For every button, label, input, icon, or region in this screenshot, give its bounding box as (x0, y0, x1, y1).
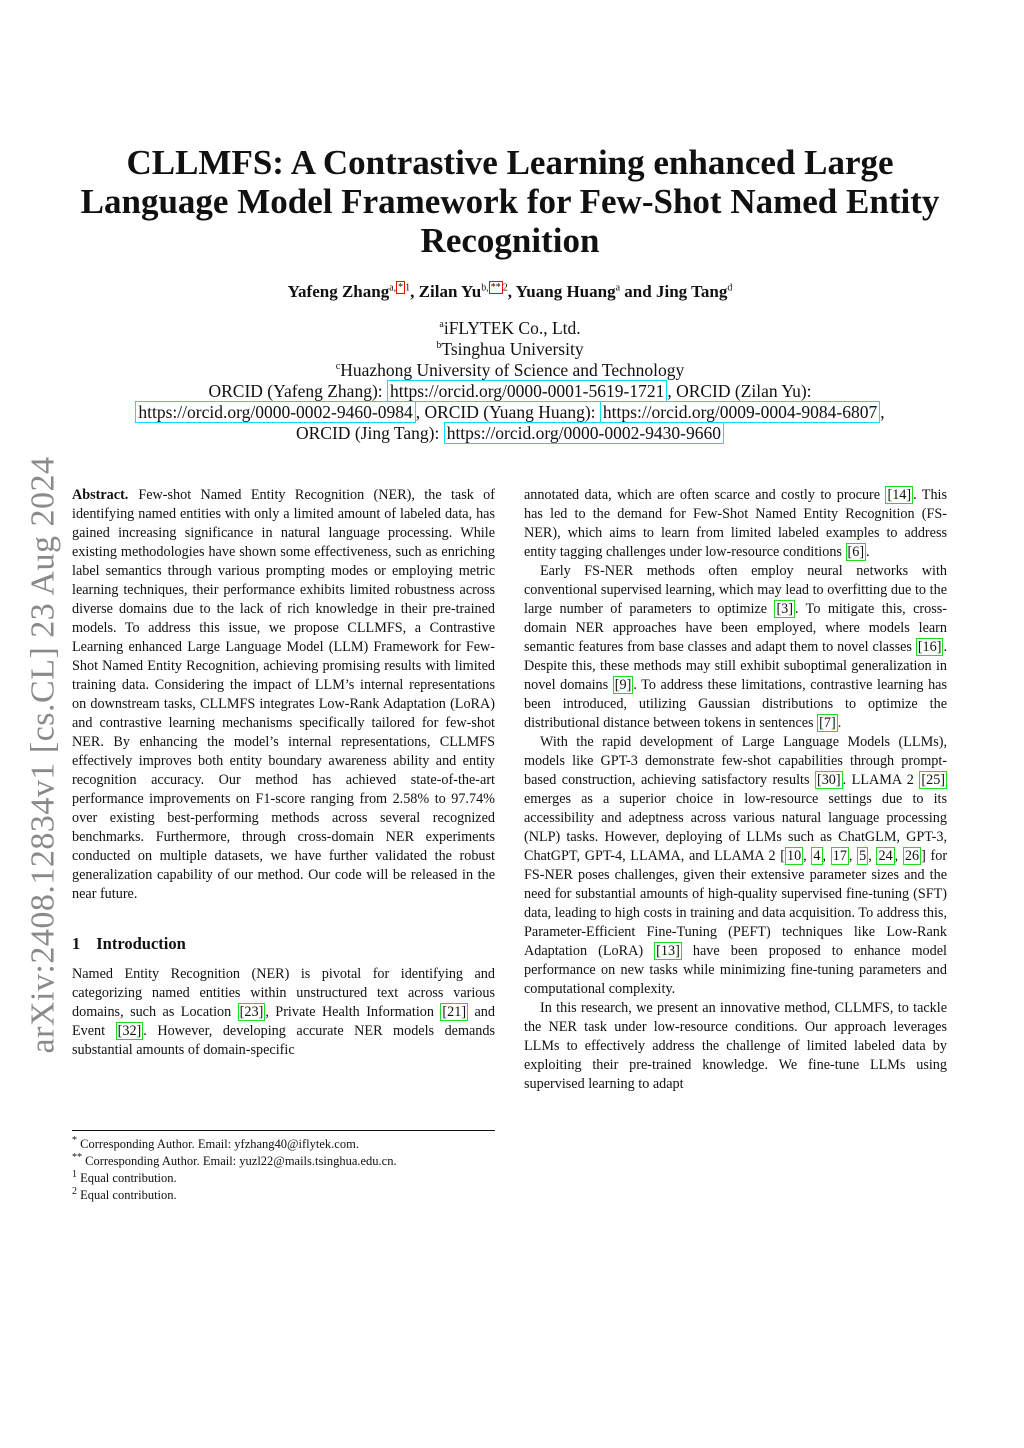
paragraph-text: . (866, 544, 870, 560)
citation-link[interactable]: 17 (832, 848, 847, 864)
affiliation-line (80, 318, 940, 339)
abstract-text: Few-shot Named Entity Recognition (NER), the task of identifying named entities with only a limited amount of labeled data, has gained increasing significance in natural language processing. While existing methodologies have shown some effectiveness, such as enriching label semantics through various prompting modes or employing metric learning techniques, their performance exhibits limited robustness across diverse domains due to the lack of rich knowledge in their pre-trained models. To address this issue, we propose CLLMFS, a Contrastive Learning enhanced Large Language Model (LLM) Framework for Few-Shot Named Entity Recognition, achieving promising results with limited training data. Considering the impact of LLM’s internal representations on downstream tasks, CLLMFS integrates Low-Rank Adaptation (LoRA) and contrastive learning mechanisms specifically tailored for few-shot NER. By enhancing the model’s internal representations, CLLMFS effectively improves both entity boundary awareness ability and entity recognition accuracy. Our method has achieved state-of-the-art performance improvements on F1-score ranging from 2.58% to 97.74% over existing best-performing methods across several recognized benchmarks. Furthermore, through cross-domain NER experiments conducted on multiple datasets, we have further validated the robust generalization capability of our method. Our code will be released in the near future. (72, 487, 495, 902)
affil-sup: c (335, 361, 341, 373)
paragraph-text: emerges as a superior choice in low-resource settings due to its accessibility and adeptness across various natural language processing (NLP) tasks. However, deploying of LLMs such as ChatGLM, GPT-3, ChatGPT, GPT-4, LLAMA, and LLAMA 2 [ (524, 791, 947, 864)
paragraph-text: . To address these limitations, contrastive learning has been introduced, utilizing Gaussian distributions to optimize the distributional distance between tokens in sentences (524, 677, 947, 731)
intro-paragraph (72, 965, 495, 1060)
abstract (72, 486, 495, 904)
footnote-mark: 1 (72, 1168, 77, 1180)
paragraph-text: . However, developing accurate NER models demands substantial amounts of domain-specific (72, 1023, 495, 1058)
citation-link[interactable]: [21] (442, 1004, 467, 1020)
footnote-text: Corresponding Author. Email: yfzhang40@iflytek.com. (80, 1137, 359, 1151)
citation-link[interactable]: 24 (878, 848, 893, 864)
citation-link[interactable]: [30] (816, 772, 841, 788)
author-name: Zilan Yu (418, 282, 482, 301)
citation-link[interactable]: [16] (917, 639, 942, 655)
author-list: Yafeng Zhang$^{a, * 1}$, Zilan $Yu^{b, ** 2}$, Yuang Huang$^a$ and Jing Tang$^d$ (287, 282, 733, 301)
affil-text: Huazhong University of Science and Technology (340, 360, 685, 380)
footnote-text: Equal contribution. (80, 1171, 177, 1185)
section-title: Introduction (96, 934, 186, 953)
corresponding-footnote-link[interactable]: * (398, 282, 404, 294)
paragraph-text: . (837, 715, 842, 731)
paragraph-text: have been proposed to enhance model performance on new tasks while minimizing fine-tuning parameters and computational complexity. (524, 943, 947, 997)
orcid-line (80, 423, 940, 444)
paragraph-text: , Private Health Information (265, 1004, 441, 1020)
paragraph-text: ] for FS-NER poses challenges, given their extensive parameter sizes and the need for substantial amounts of high-quality supervised fine-tuning (SFT) data, leading to high costs in training and data acquisition. To address this, Parameter-Efficient Fine-Tuning (PEFT) techniques like Low-Rank Adaptation (LoRA) (524, 848, 948, 959)
paragraph-text: and Event (72, 1004, 495, 1039)
affil-text: iFLYTEK Co., Ltd. (443, 318, 581, 338)
orcid-link[interactable]: https://orcid.org/0009-0004-9084-6807 (600, 401, 880, 423)
affiliations (80, 318, 940, 444)
footnote-text: Corresponding Author. Email: yuzl22@mails.tsinghua.edu.cn. (85, 1154, 397, 1168)
citation-separator: , (894, 848, 903, 864)
citation-separator: , (822, 848, 831, 864)
affil-sup: b (436, 340, 442, 352)
affil-text: Tsinghua University (441, 339, 584, 359)
footnote-divider (72, 1130, 495, 1131)
author-name: Yafeng Zhang (287, 282, 390, 301)
author-name: Jing Tang (655, 282, 728, 301)
author-affil-sup: a (615, 282, 621, 294)
citation-link[interactable]: 26 (904, 848, 920, 864)
paper-title: CLLMFS: A Contrastive Learning enhanced Large Language Model Framework for Few-Shot Named Entity Recognition (80, 143, 940, 260)
citation-separator: , (868, 848, 877, 864)
citation-separator: , (803, 848, 812, 864)
author-name: Yuang Huang (515, 282, 616, 301)
arxiv-identifier: arXiv:2408.12834v1 [cs.CL] 23 Aug 2024 (24, 456, 62, 1054)
section-heading-introduction (72, 934, 495, 953)
citation-link[interactable]: [6] (847, 544, 865, 560)
paragraph-text: . To mitigate this, cross-domain NER approaches have been employed, where models learn semantic features from base classes and adapt them to novel classes (524, 601, 947, 655)
orcid-line (80, 381, 940, 402)
paragraph-text: . LLAMA 2 (842, 772, 920, 788)
paragraph-text: . This has led to the demand for Few-Shot Named Entity Recognition (FS-NER), which aims to learn from limited labeled examples to address entity tagging challenges under low-resource conditions (524, 487, 948, 560)
citation-link[interactable]: [3] (776, 601, 793, 617)
footnote (72, 1136, 495, 1153)
author-affil-sup: d (727, 282, 733, 294)
author-affil-sup: a, (389, 282, 397, 294)
citation-link[interactable]: 10 (786, 848, 802, 864)
left-column (72, 486, 495, 1060)
citation-link[interactable]: [9] (614, 677, 632, 693)
body-paragraph (524, 562, 947, 733)
affiliation-line (80, 339, 940, 360)
body-paragraph (524, 486, 947, 562)
citation-link[interactable]: [13] (656, 943, 680, 959)
citation-link[interactable]: [23] (239, 1004, 264, 1020)
right-column (524, 486, 947, 1094)
orcid-label: , ORCID (Yuang Huang): (415, 402, 596, 422)
affiliation-line (80, 360, 940, 381)
citation-link[interactable]: [7] (819, 715, 836, 731)
footnote-mark: * (72, 1134, 77, 1146)
citation-link[interactable]: [14] (887, 487, 912, 503)
orcid-link[interactable]: https://orcid.org/0000-0002-9430-9660 (444, 422, 724, 444)
citation-link[interactable]: [32] (117, 1023, 142, 1039)
paragraph-text: annotated data, which are often scarce and costly to procure (524, 487, 886, 503)
paragraph-text: Early FS-NER methods often employ neural networks with conventional supervised learning, which may lead to overfitting due to the large number of parameters to optimize (524, 563, 947, 617)
author-equal-sup: 2 (502, 282, 508, 294)
footnote-text: Equal contribution. (80, 1188, 177, 1202)
footnote-mark: 2 (72, 1185, 77, 1197)
author-affil-sup: b, (481, 282, 489, 294)
footnote-mark: ** (72, 1151, 82, 1163)
citation-link[interactable]: [25] (921, 772, 946, 788)
orcid-link[interactable]: https://orcid.org/0000-0002-9460-0984 (135, 401, 415, 423)
footnote (72, 1153, 495, 1170)
citation-link[interactable]: 5 (859, 848, 867, 864)
paragraph-text: With the rapid development of Large Language Models (LLMs), models like GPT-3 demonstrate few-shot capabilities through prompt-based construction, achieving satisfactory results (524, 734, 947, 788)
arxiv-sidebar (14, 445, 72, 1065)
body-paragraph: In this research, we present an innovative method, CLLMFS, to tackle the NER task under low-resource conditions. Our approach leverages LLMs to effectively address the challenge of limited labeled data by exploiting their pre-trained knowledge. We fine-tune LLMs using supervised learning to adapt (524, 1000, 947, 1092)
citation-separator: , (848, 848, 858, 864)
orcid-label: , ORCID (Zilan Yu): (667, 381, 812, 401)
author-equal-sup: 1 (405, 282, 411, 294)
abstract-label: Abstract. (72, 487, 129, 503)
corresponding-footnote-link[interactable]: ** (490, 282, 501, 294)
footnote (72, 1187, 495, 1204)
orcid-link[interactable]: https://orcid.org/0000-0001-5619-1721 (387, 380, 667, 402)
affil-sup: a (439, 319, 444, 331)
section-number: 1 (72, 934, 81, 953)
and-text: and (624, 282, 652, 301)
orcid-label: ORCID (Yafeng Zhang): (208, 381, 383, 401)
body-paragraph (524, 733, 947, 999)
citation-link[interactable]: 4 (813, 848, 821, 864)
footnotes (72, 1136, 495, 1204)
orcid-line (80, 402, 940, 423)
orcid-label: , (880, 402, 885, 422)
paragraph-text: . Despite this, these methods may still exhibit suboptimal generalization in novel domains (524, 639, 947, 693)
paragraph-text: Named Entity Recognition (NER) is pivotal for identifying and categorizing named entities within unstructured text across various domains, such as Location (72, 966, 495, 1020)
orcid-label: ORCID (Jing Tang): (296, 423, 440, 443)
footnote (72, 1170, 495, 1187)
